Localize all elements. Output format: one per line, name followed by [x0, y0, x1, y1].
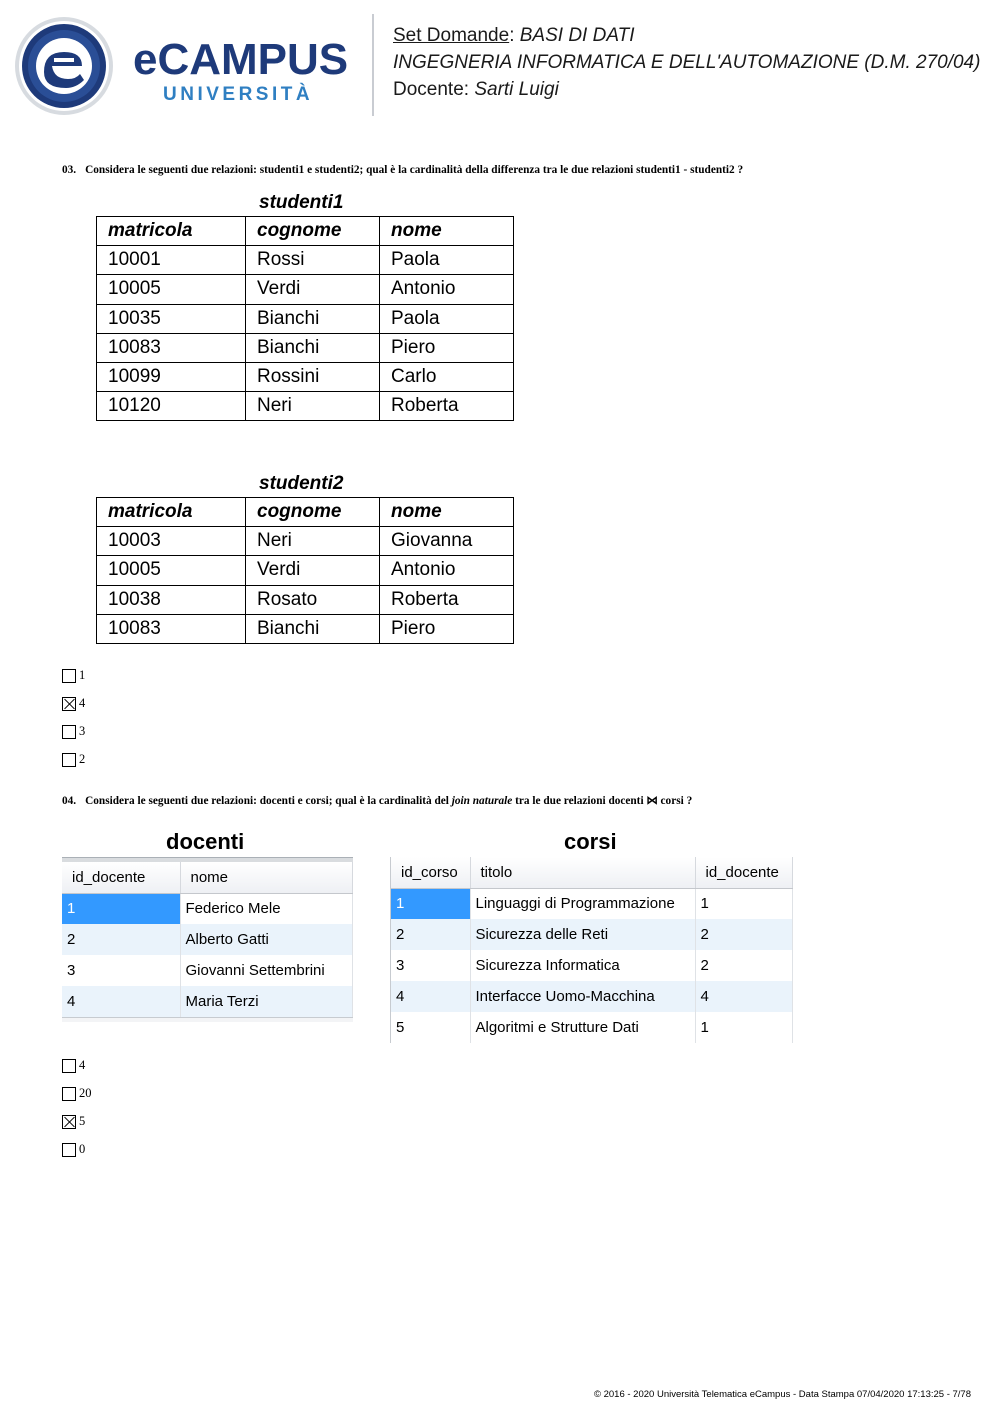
column-header: matricola: [97, 217, 246, 246]
answer-label: 1: [79, 668, 86, 682]
grid-cell: 4: [695, 981, 793, 1012]
table-cell: 10083: [97, 614, 246, 643]
answer-checkbox[interactable]: [62, 669, 76, 683]
answer-checkbox[interactable]: [62, 725, 76, 739]
table-cell: Rosato: [246, 585, 380, 614]
ecampus-logo-icon: [14, 16, 114, 116]
table-cell: Neri: [246, 392, 380, 421]
answer-label: 4: [79, 696, 86, 710]
answer-option[interactable]: [62, 1114, 85, 1129]
table-cell: Bianchi: [246, 333, 380, 362]
table-studenti1: [96, 216, 514, 421]
table-studenti2: [96, 497, 514, 644]
grid-cell-selected: 1: [391, 888, 470, 919]
question-text-italic: join naturale: [451, 795, 513, 807]
answer-option[interactable]: [62, 1058, 85, 1073]
answer-checkbox[interactable]: [62, 753, 76, 767]
grid-cell: 4: [391, 981, 470, 1012]
table-header-row: [97, 498, 514, 527]
question-text: Considera le seguenti due relazioni: studenti1 e studenti2; qual è la cardinalità della differenza tra le due relazioni studenti1 - studenti2 ?: [85, 164, 744, 176]
question-text: Considera le seguenti due relazioni: docenti e corsi; qual è la cardinalità del: [85, 795, 452, 807]
page-footer: © 2016 - 2020 Università Telematica eCampus - Data Stampa 07/04/2020 17:13:25 - 7/78: [593, 1389, 971, 1400]
table-caption-studenti2: studenti2: [259, 473, 344, 494]
grid-title-docenti: docenti: [166, 829, 245, 854]
table-cell: Giovanna: [380, 527, 514, 556]
table-row: [97, 275, 514, 304]
grid-cell: 1: [695, 888, 793, 919]
grid-cell: Giovanni Settembrini: [180, 955, 353, 986]
answer-checkbox[interactable]: [62, 1059, 76, 1073]
column-header: cognome: [246, 217, 380, 246]
set-label: Set Domande: [393, 25, 510, 46]
table-cell: Neri: [246, 527, 380, 556]
table-cell: Piero: [380, 333, 514, 362]
answer-label: 2: [79, 752, 86, 766]
table-cell: 10120: [97, 392, 246, 421]
table-row: [97, 614, 514, 643]
answer-checkbox-checked[interactable]: [62, 1115, 76, 1129]
grid-row: [62, 986, 353, 1017]
answer-option[interactable]: [62, 696, 85, 711]
question-number: 03.: [62, 164, 77, 176]
column-header: nome: [380, 498, 514, 527]
table-cell: Verdi: [246, 275, 380, 304]
answer-label: 20: [79, 1086, 92, 1100]
grid-column-header: titolo: [470, 857, 695, 888]
course-name: INGEGNERIA INFORMATICA E DELL'AUTOMAZIONE (D.M. 270/04): [393, 52, 981, 73]
column-header: nome: [380, 217, 514, 246]
table-row: [97, 527, 514, 556]
table-cell: 10005: [97, 556, 246, 585]
grid-cell: 2: [695, 919, 793, 950]
table-caption-studenti1: studenti1: [259, 192, 344, 213]
header-info: Set Domande: BASI DI DATI INGEGNERIA INFORMATICA E DELL'AUTOMAZIONE (D.M. 270/04) Docente: Sarti Luigi: [393, 25, 981, 100]
table-row: [97, 246, 514, 275]
grid-header-row: [391, 857, 793, 888]
table-cell: 10035: [97, 304, 246, 333]
table-row: [97, 585, 514, 614]
grid-cell: 3: [391, 950, 470, 981]
grid-row: [62, 893, 353, 924]
table-row: [97, 304, 514, 333]
grid-row: [391, 888, 793, 919]
grid-scrollbar: [62, 1017, 353, 1022]
table-header-row: [97, 217, 514, 246]
answer-label: 5: [79, 1114, 86, 1128]
grid-cell: Maria Terzi: [180, 986, 353, 1017]
grid-cell: 3: [62, 955, 180, 986]
grid-corsi: [390, 857, 793, 1043]
table-cell: Piero: [380, 614, 514, 643]
question-03: [62, 164, 743, 176]
header-divider: [372, 14, 374, 116]
grid-cell: 5: [391, 1012, 470, 1043]
answer-checkbox[interactable]: [62, 1143, 76, 1157]
grid-column-header: nome: [180, 862, 353, 893]
grid-column-header: id_docente: [695, 857, 793, 888]
question-04: [62, 794, 692, 807]
table-cell: Verdi: [246, 556, 380, 585]
grid-row: [391, 950, 793, 981]
table-row: [97, 392, 514, 421]
brand-subtitle: UNIVERSITÀ: [163, 84, 314, 105]
brand: [133, 35, 349, 106]
column-header: cognome: [246, 498, 380, 527]
table-cell: Paola: [380, 246, 514, 275]
table-cell: Rossi: [246, 246, 380, 275]
column-header: matricola: [97, 498, 246, 527]
answer-option[interactable]: [62, 752, 85, 767]
answer-option[interactable]: [62, 668, 85, 683]
table-cell: 10038: [97, 585, 246, 614]
table-cell: Antonio: [380, 275, 514, 304]
table-cell: Carlo: [380, 362, 514, 391]
table-row: [97, 333, 514, 362]
table-cell: Bianchi: [246, 304, 380, 333]
grid-cell: 2: [695, 950, 793, 981]
answer-option[interactable]: [62, 1086, 92, 1101]
grid-cell: 2: [62, 924, 180, 955]
table-cell: Antonio: [380, 556, 514, 585]
question-number: 04.: [62, 795, 77, 807]
grid-row: [62, 955, 353, 986]
grid-row: [391, 981, 793, 1012]
grid-cell: 2: [391, 919, 470, 950]
answer-checkbox-checked[interactable]: [62, 697, 76, 711]
grid-cell: Linguaggi di Programmazione: [470, 888, 695, 919]
table-cell: 10083: [97, 333, 246, 362]
grid-cell-selected: 1: [62, 893, 180, 924]
grid-cell: Sicurezza delle Reti: [470, 919, 695, 950]
grid-cell: Algoritmi e Strutture Dati: [470, 1012, 695, 1043]
set-value: BASI DI DATI: [519, 25, 635, 46]
table-cell: 10005: [97, 275, 246, 304]
grid-cell: 1: [695, 1012, 793, 1043]
table-row: [97, 556, 514, 585]
table-cell: 10001: [97, 246, 246, 275]
table-cell: Rossini: [246, 362, 380, 391]
grid-header-row: [62, 862, 353, 893]
table-cell: Roberta: [380, 585, 514, 614]
table-cell: 10003: [97, 527, 246, 556]
answer-checkbox[interactable]: [62, 1087, 76, 1101]
grid-docenti: [62, 857, 353, 1022]
question-text-end: tra le due relazioni docenti ⋈ corsi ?: [512, 795, 693, 807]
grid-row: [391, 1012, 793, 1043]
answer-label: 3: [79, 724, 86, 738]
answer-option[interactable]: [62, 1142, 85, 1157]
grid-cell: Interfacce Uomo-Macchina: [470, 981, 695, 1012]
grid-title-corsi: corsi: [564, 829, 617, 854]
docente-label: Docente:: [393, 79, 470, 100]
table-cell: Bianchi: [246, 614, 380, 643]
answer-option[interactable]: [62, 724, 85, 739]
answer-label: 0: [79, 1142, 86, 1156]
grid-cell: Alberto Gatti: [180, 924, 353, 955]
docente-value: Sarti Luigi: [474, 79, 559, 100]
grid-column-header: id_corso: [391, 857, 470, 888]
answer-label: 4: [79, 1058, 86, 1072]
grid-cell: Federico Mele: [180, 893, 353, 924]
table-cell: Roberta: [380, 392, 514, 421]
grid-row: [391, 919, 793, 950]
table-row: [97, 362, 514, 391]
brand-name: eCAMPUS: [133, 35, 349, 84]
table-cell: 10099: [97, 362, 246, 391]
grid-cell: 4: [62, 986, 180, 1017]
grid-cell: Sicurezza Informatica: [470, 950, 695, 981]
table-cell: Paola: [380, 304, 514, 333]
grid-column-header: id_docente: [62, 862, 180, 893]
grid-row: [62, 924, 353, 955]
